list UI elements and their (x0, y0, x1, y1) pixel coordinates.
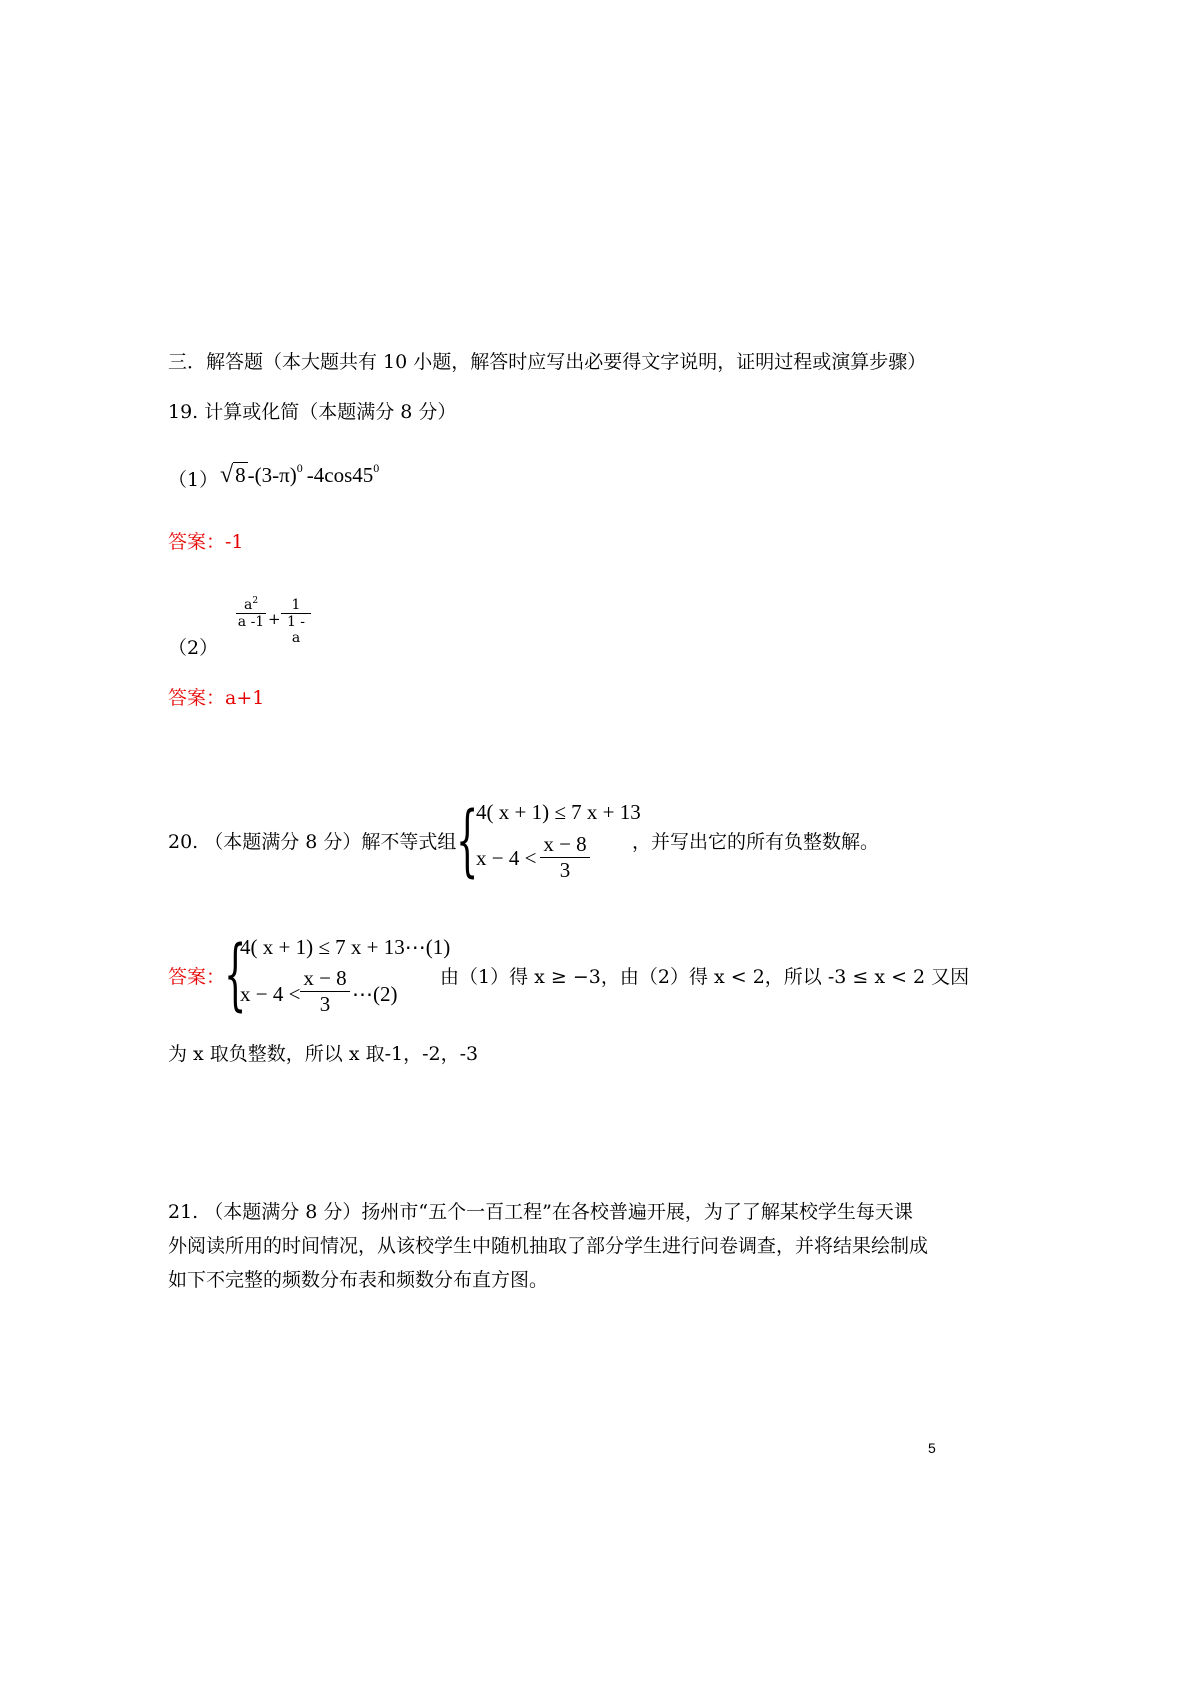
q20-inequality-1: 4( x + 1) ≤ 7 x + 13 (476, 800, 641, 824)
q19-frac2 (281, 597, 311, 646)
q20-answer-frac (300, 966, 350, 1017)
expr-mid: -(3-π) (247, 463, 297, 487)
q20-answer-label: 答案： (168, 966, 226, 988)
page-number: 5 (928, 1440, 936, 1456)
q21-line-1: 21. （本题满分 8 分）扬州市“五个一百工程”在各校普遍开展，为了了解某校学生每天课 (168, 1201, 913, 1223)
q21-line-3: 如下不完整的频数分布表和频数分布直方图。 (168, 1269, 549, 1291)
q19-answer2: 答案：a+1 (168, 687, 265, 709)
q20-inequality-2-left: x − 4 < (476, 846, 537, 870)
q19-part1-expression (220, 462, 379, 494)
frac1-denominator: a -1 (237, 614, 265, 630)
q20-answer-brace: { (224, 930, 247, 1020)
frac2-numerator: 1 (291, 597, 301, 613)
q20-frac-numerator: x − 8 (543, 832, 587, 856)
q19-part2-label: （2） (168, 637, 219, 659)
q19-answer1: 答案：-1 (168, 531, 244, 553)
sqrt-sign: √ (220, 462, 234, 488)
frac2-denominator: 1 - a (286, 614, 306, 646)
sqrt-argument: 8 (235, 463, 246, 487)
q20-prefix: 20. （本题满分 8 分）解不等式组 (168, 831, 457, 853)
q20-frac (540, 832, 590, 883)
q20-suffix: ，并写出它的所有负整数解。 (632, 831, 880, 853)
exp-degree: 0 (373, 461, 380, 475)
q19-frac1 (236, 597, 266, 630)
frac1-numerator: $a^2$ (243, 596, 259, 613)
q20-explanation-1: 由（1）得 x ≥ −3，由（2）得 x < 2，所以 -3 ≤ x < 2 又因 (440, 966, 970, 988)
q19-part1-label: （1） (168, 469, 219, 491)
q20-answer-tail: ⋯(2) (352, 982, 398, 1006)
q20-answer-frac-numerator: x − 8 (303, 966, 347, 990)
expr-tail: -4cos45 (306, 463, 374, 487)
q20-explanation-2: 为 x 取负整数，所以 x 取-1，-2，-3 (168, 1043, 479, 1065)
plus-sign: + (268, 610, 281, 628)
q19-title: 19. 计算或化简（本题满分 8 分） (168, 401, 457, 423)
q20-frac-denominator: 3 (559, 858, 571, 882)
q20-answer-frac-denominator: 3 (319, 992, 331, 1016)
q21-line-2: 外阅读所用的时间情况，从该校学生中随机抽取了部分学生进行问卷调查，并将结果绘制成 (168, 1235, 929, 1257)
exp-zero: 0 (296, 461, 303, 475)
q20-answer-inequality-2-left: x − 4 < (240, 982, 301, 1006)
q20-brace: { (456, 796, 479, 886)
section-heading: 三．解答题（本大题共有 10 小题，解答时应写出必要得文字说明，证明过程或演算步骤） (168, 351, 927, 373)
q20-answer-inequality-1: 4( x + 1) ≤ 7 x + 13⋯(1) (240, 935, 451, 959)
